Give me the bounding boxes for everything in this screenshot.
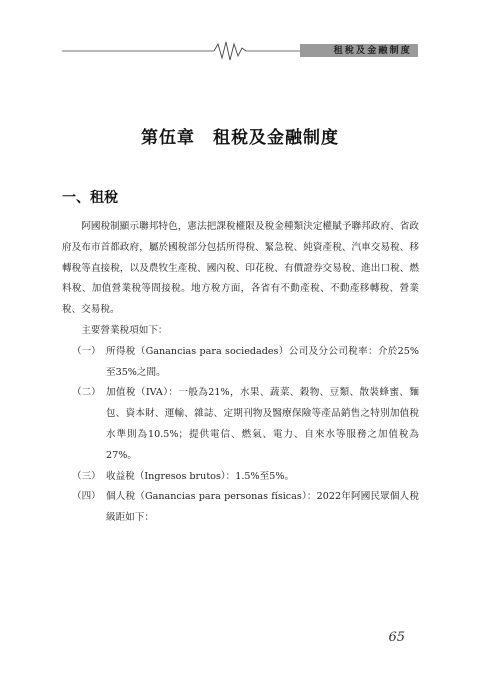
page-number: 65 <box>388 630 405 645</box>
list-item <box>62 342 419 384</box>
list-item <box>62 383 419 466</box>
section-heading: 一、租稅 <box>62 190 118 206</box>
list-item-number: （四） <box>72 491 101 503</box>
running-title: 租稅及金融制度 <box>333 46 412 56</box>
list-item <box>62 487 419 529</box>
list-item-number: （三） <box>72 470 101 482</box>
list-item-number: （二） <box>72 387 101 399</box>
list-item-text: 個人稅（Ganancias para personas físicas）：2022年阿國民眾個人稅級距如下： <box>106 491 419 524</box>
chapter-title: 第伍章 租稅及金融制度 <box>141 128 339 148</box>
list-item <box>62 467 419 488</box>
list-item-text: 收益稅（Ingresos brutos）：1.5%至5%。 <box>106 470 295 482</box>
list-item-text: 所得稅（Ganancias para sociedades）公司及分公司稅率：介於25%至35%之間。 <box>106 345 419 378</box>
list-item-number: （一） <box>72 345 101 357</box>
body-text <box>62 217 419 529</box>
list-item-text: 加值稅（IVA）：一般為21%，水果、蔬菜、穀物、豆類、散裝蜂蜜、麵包、資本財、運輸、雜誌、定期刊物及醫療保險等產品銷售之特別加值稅水準則為10.5%；提供電信、燃氣、電力、自來水等服務之加值稅為27%。 <box>106 387 419 461</box>
intro-paragraph: 阿國稅制顯示聯邦特色，憲法把課稅權限及稅金種類決定權賦予聯邦政府、省政府及布市首都政府，屬於國稅部分包括所得稅、緊急稅、純資產稅、汽車交易稅、移轉稅等直接稅，以及農牧生產稅、國內稅、印花稅、有價證券交易稅、進出口稅、燃料稅、加值營業稅等間接稅。地方稅方面，各省有不動產稅、不動產移轉稅、營業稅、交易稅。 <box>62 221 419 316</box>
list-lead-paragraph: 主要營業稅項如下： <box>81 324 168 336</box>
running-header <box>62 40 418 62</box>
